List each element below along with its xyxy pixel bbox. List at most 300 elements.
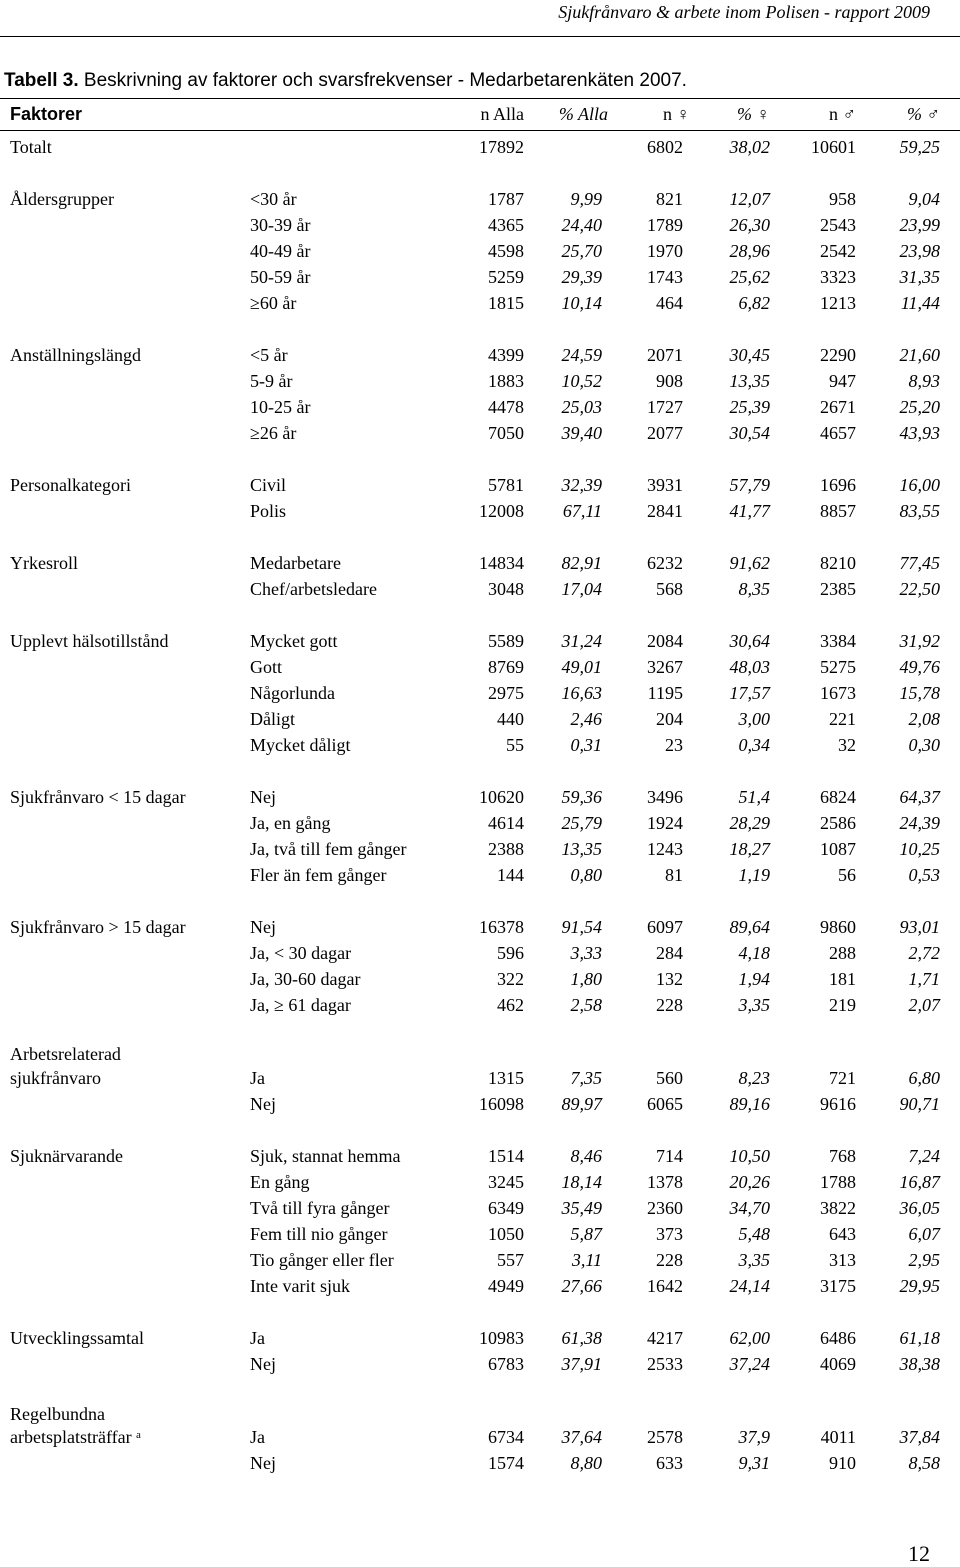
cell-n-male: 2542	[820, 241, 856, 261]
cell-pct-male: 8,58	[908, 1453, 940, 1473]
header-rule	[0, 36, 960, 37]
caption-text: Beskrivning av faktorer och svarsfrekvenser - Medarbetarenkäten 2007.	[78, 70, 687, 91]
cell-n-female: 1924	[647, 813, 683, 833]
caption-label: Tabell 3.	[4, 70, 79, 91]
cell-pct-male: 31,92	[899, 631, 940, 651]
cell-pct-alla: 10,14	[561, 293, 602, 313]
cell-pct-female: 10,50	[729, 1146, 770, 1166]
cell-pct-alla: 25,79	[561, 813, 602, 833]
table-row	[0, 550, 960, 576]
cell-n-female: 1789	[647, 215, 683, 235]
cell-n-male: 1213	[820, 293, 856, 313]
running-head: Sjukfrånvaro & arbete inom Polisen - rapport 2009	[558, 2, 930, 22]
cell-pct-male: 16,87	[899, 1172, 940, 1192]
cell-factor: Sjukfrånvaro > 15 dagar	[10, 917, 186, 937]
cell-pct-alla: 0,31	[570, 735, 602, 755]
cell-n-female: 3496	[647, 787, 683, 807]
cell-subcategory: Ja	[250, 1427, 265, 1447]
cell-subcategory: Medarbetare	[250, 553, 341, 573]
cell-n-female: 6097	[647, 917, 683, 937]
cell-pct-male: 7,24	[908, 1146, 940, 1166]
cell-subcategory: Inte varit sjuk	[250, 1276, 350, 1296]
cell-pct-alla: 8,80	[570, 1453, 602, 1473]
cell-pct-alla: 9,99	[570, 189, 602, 209]
cell-pct-female: 48,03	[729, 657, 770, 677]
cell-pct-female: 1,94	[738, 969, 770, 989]
cell-n-female: 132	[656, 969, 683, 989]
table-caption	[4, 70, 687, 92]
cell-n-alla: 1787	[488, 189, 524, 209]
cell-n-female: 1743	[647, 267, 683, 287]
cell-n-alla: 4365	[488, 215, 524, 235]
table-row	[0, 836, 960, 862]
cell-n-male: 4069	[820, 1354, 856, 1374]
cell-pct-female: 91,62	[729, 553, 770, 573]
cell-subcategory: 10-25 år	[250, 397, 311, 417]
table-row	[0, 264, 960, 290]
cell-n-female: 821	[656, 189, 683, 209]
factor-label-arbetsrelaterad: Arbetsrelaterad	[10, 1044, 121, 1064]
cell-subcategory: Nej	[250, 1453, 276, 1473]
cell-n-female: 81	[665, 865, 683, 885]
cell-pct-alla: 0,80	[570, 865, 602, 885]
cell-n-male: 8857	[820, 501, 856, 521]
cell-subcategory: Ja	[250, 1068, 265, 1088]
cell-n-male: 1673	[820, 683, 856, 703]
cell-n-female: 560	[656, 1068, 683, 1088]
cell-n-alla: 440	[497, 709, 524, 729]
cell-pct-alla: 18,14	[561, 1172, 602, 1192]
table-top-rule	[0, 98, 960, 99]
cell-n-alla: 1815	[488, 293, 524, 313]
cell-pct-male: 8,93	[908, 371, 940, 391]
cell-pct-male: 0,30	[908, 735, 940, 755]
table-row	[0, 966, 960, 992]
table-row	[0, 628, 960, 654]
cell-n-male: 181	[829, 969, 856, 989]
cell-n-male: 2385	[820, 579, 856, 599]
cell-n-alla: 1883	[488, 371, 524, 391]
header-n-female: n ♀	[663, 104, 690, 124]
cell-subcategory: Chef/arbetsledare	[250, 579, 377, 599]
cell-n-alla: 4478	[488, 397, 524, 417]
table-row	[0, 680, 960, 706]
cell-n-alla: 3245	[488, 1172, 524, 1192]
cell-n-female: 2084	[647, 631, 683, 651]
table-row	[0, 368, 960, 394]
cell-pct-male: 10,25	[899, 839, 940, 859]
cell-pct-male: 43,93	[899, 423, 940, 443]
cell-factor: Yrkesroll	[10, 553, 78, 573]
cell-n-male: 3175	[820, 1276, 856, 1296]
cell-n-male: 1696	[820, 475, 856, 495]
cell-subcategory: Tio gånger eller fler	[250, 1250, 394, 1270]
cell-n-alla: 2975	[488, 683, 524, 703]
cell-n-female: 23	[665, 735, 683, 755]
cell-pct-female: 37,24	[729, 1354, 770, 1374]
cell-subcategory: ≥60 år	[250, 293, 297, 313]
table-row	[0, 1325, 960, 1351]
cell-pct-male: 0,53	[908, 865, 940, 885]
cell-subcategory: Polis	[250, 501, 287, 521]
cell-subcategory: Gott	[250, 657, 283, 677]
table-row	[0, 1273, 960, 1299]
cell-pct-female: 0,34	[738, 735, 770, 755]
cell-pct-female: 41,77	[729, 501, 770, 521]
cell-n-female: 908	[656, 371, 683, 391]
cell-n-alla: 10620	[479, 787, 524, 807]
cell-n-male: 9860	[820, 917, 856, 937]
cell-subcategory: En gång	[250, 1172, 310, 1192]
cell-n-male: 2671	[820, 397, 856, 417]
cell-pct-alla: 7,35	[570, 1068, 602, 1088]
cell-pct-female: 25,62	[729, 267, 770, 287]
cell-pct-alla: 5,87	[570, 1224, 602, 1244]
cell-n-female: 6065	[647, 1094, 683, 1114]
cell-n-male: 313	[829, 1250, 856, 1270]
table-row	[0, 706, 960, 732]
cell-factor: Sjukfrånvaro < 15 dagar	[10, 787, 186, 807]
cell-n-male: 947	[829, 371, 856, 391]
cell-n-alla: 7050	[488, 423, 524, 443]
cell-n-alla: 596	[497, 943, 524, 963]
cell-pct-male: 25,20	[899, 397, 940, 417]
cell-n-male: 2586	[820, 813, 856, 833]
cell-pct-male: 38,38	[899, 1354, 940, 1374]
cell-pct-female: 57,79	[729, 475, 770, 495]
header-pct-alla: % Alla	[558, 104, 608, 124]
cell-factor: Utvecklingssamtal	[10, 1328, 144, 1348]
cell-n-alla: 4399	[488, 345, 524, 365]
cell-n-female: 2077	[647, 423, 683, 443]
cell-n-female: 6232	[647, 553, 683, 573]
cell-n-male: 2543	[820, 215, 856, 235]
cell-n-male: 9616	[820, 1094, 856, 1114]
cell-n-male: 643	[829, 1224, 856, 1244]
cell-n-alla: 1514	[488, 1146, 524, 1166]
table-row	[0, 212, 960, 238]
cell-n-alla: 2388	[488, 839, 524, 859]
cell-n-female: 2533	[647, 1354, 683, 1374]
cell-pct-female: 89,64	[729, 917, 770, 937]
cell-n-female: 2841	[647, 501, 683, 521]
cell-subcategory: <30 år	[250, 189, 297, 209]
table-row	[0, 862, 960, 888]
cell-n-female: 1642	[647, 1276, 683, 1296]
table-row	[0, 914, 960, 940]
cell-factor: sjukfrånvaro	[10, 1068, 101, 1088]
table-row	[0, 1221, 960, 1247]
cell-pct-male: 2,72	[908, 943, 940, 963]
cell-n-female: 1727	[647, 397, 683, 417]
cell-pct-female: 30,64	[729, 631, 770, 651]
cell-n-alla: 5259	[488, 267, 524, 287]
cell-pct-female: 9,31	[738, 1453, 770, 1473]
cell-subcategory: Sjuk, stannat hemma	[250, 1146, 401, 1166]
cell-pct-alla: 67,11	[562, 501, 602, 521]
cell-n-male: 768	[829, 1146, 856, 1166]
header-n-male: n ♂	[829, 104, 856, 124]
cell-pct-male: 61,18	[899, 1328, 940, 1348]
cell-pct-female: 26,30	[729, 215, 770, 235]
cell-n-female: 3931	[647, 475, 683, 495]
cell-pct-female: 13,35	[729, 371, 770, 391]
cell-pct-male: 6,07	[908, 1224, 940, 1244]
cell-pct-male: 90,71	[899, 1094, 940, 1114]
cell-pct-alla: 10,52	[561, 371, 602, 391]
cell-pct-male: 77,45	[899, 553, 940, 573]
cell-pct-alla: 1,80	[570, 969, 602, 989]
table-row	[0, 1065, 960, 1091]
cell-factor: Sjuknärvarande	[10, 1146, 123, 1166]
cell-pct-alla: 37,64	[561, 1427, 602, 1447]
cell-n-alla: 1315	[488, 1068, 524, 1088]
cell-n-alla: 557	[497, 1250, 524, 1270]
cell-pct-male: 15,78	[899, 683, 940, 703]
cell-subcategory: Fler än fem gånger	[250, 865, 387, 885]
cell-pct-alla: 25,03	[561, 397, 602, 417]
table-row	[0, 238, 960, 264]
header-n-alla: n Alla	[480, 104, 524, 124]
table-row	[0, 1351, 960, 1377]
cell-pct-male: 23,99	[899, 215, 940, 235]
cell-n-alla: 14834	[479, 553, 524, 573]
cell-subcategory: Nej	[250, 917, 276, 937]
cell-factor: Upplevt hälsotillstånd	[10, 631, 169, 651]
cell-subcategory: Nej	[250, 1354, 276, 1374]
cell-n-male: 3384	[820, 631, 856, 651]
cell-subcategory: Civil	[250, 475, 287, 495]
cell-pct-male: 22,50	[899, 579, 940, 599]
cell-pct-female: 28,29	[729, 813, 770, 833]
cell-n-male: 6486	[820, 1328, 856, 1348]
cell-pct-female: 51,4	[738, 787, 770, 807]
cell-n-alla: 5781	[488, 475, 524, 495]
table-row	[0, 1091, 960, 1117]
cell-factor: Anställningslängd	[10, 345, 141, 365]
cell-n-alla: 462	[497, 995, 524, 1015]
cell-n-female: 2071	[647, 345, 683, 365]
cell-pct-female: 20,26	[729, 1172, 770, 1192]
cell-n-female: 1970	[647, 241, 683, 261]
cell-n-male: 219	[829, 995, 856, 1015]
cell-pct-male: 59,25	[899, 137, 940, 157]
cell-factor: Personalkategori	[10, 475, 131, 495]
cell-subcategory: Någorlunda	[250, 683, 335, 703]
cell-pct-alla: 35,49	[561, 1198, 602, 1218]
cell-subcategory: 30-39 år	[250, 215, 311, 235]
table-row	[0, 1169, 960, 1195]
cell-subcategory: Ja, en gång	[250, 813, 331, 833]
cell-n-female: 373	[656, 1224, 683, 1244]
cell-n-female: 4217	[647, 1328, 683, 1348]
cell-pct-male: 6,80	[908, 1068, 940, 1088]
table-row	[0, 732, 960, 758]
cell-n-male: 5275	[820, 657, 856, 677]
cell-pct-female: 17,57	[729, 683, 770, 703]
cell-n-alla: 322	[497, 969, 524, 989]
cell-pct-alla: 37,91	[561, 1354, 602, 1374]
cell-n-female: 3267	[647, 657, 683, 677]
cell-n-alla: 55	[506, 735, 524, 755]
cell-subcategory: Ja	[250, 1328, 265, 1348]
cell-pct-alla: 8,46	[570, 1146, 602, 1166]
table-row	[0, 810, 960, 836]
cell-pct-male: 93,01	[899, 917, 940, 937]
table-row	[0, 186, 960, 212]
cell-pct-alla: 91,54	[561, 917, 602, 937]
table-row	[0, 290, 960, 316]
cell-n-female: 1243	[647, 839, 683, 859]
cell-pct-alla: 2,46	[570, 709, 602, 729]
cell-pct-alla: 16,63	[561, 683, 602, 703]
cell-n-male: 4011	[820, 1427, 856, 1447]
table-row	[0, 134, 960, 160]
factor-label-regelbundna: Regelbundna	[10, 1404, 105, 1424]
cell-subcategory: Mycket dåligt	[250, 735, 351, 755]
cell-n-alla: 4949	[488, 1276, 524, 1296]
cell-pct-alla: 13,35	[561, 839, 602, 859]
cell-factor: Totalt	[10, 137, 52, 157]
cell-n-male: 56	[838, 865, 856, 885]
cell-pct-alla: 59,36	[561, 787, 602, 807]
cell-n-male: 3323	[820, 267, 856, 287]
cell-subcategory: 5-9 år	[250, 371, 293, 391]
cell-pct-alla: 29,39	[561, 267, 602, 287]
cell-n-alla: 12008	[479, 501, 524, 521]
cell-pct-male: 49,76	[899, 657, 940, 677]
cell-pct-alla: 24,40	[561, 215, 602, 235]
cell-pct-female: 30,54	[729, 423, 770, 443]
table-row	[0, 342, 960, 368]
cell-subcategory: Ja, två till fem gånger	[250, 839, 407, 859]
cell-pct-female: 3,35	[738, 995, 770, 1015]
cell-pct-alla: 82,91	[561, 553, 602, 573]
table-row	[0, 992, 960, 1018]
cell-pct-alla: 2,58	[570, 995, 602, 1015]
table-row	[0, 420, 960, 446]
table-row	[0, 940, 960, 966]
cell-pct-male: 64,37	[899, 787, 940, 807]
cell-n-male: 8210	[820, 553, 856, 573]
cell-pct-male: 16,00	[899, 475, 940, 495]
table-row	[0, 1450, 960, 1476]
table-row	[0, 1143, 960, 1169]
cell-subcategory: Nej	[250, 1094, 276, 1114]
cell-pct-female: 34,70	[729, 1198, 770, 1218]
cell-factor: Åldersgrupper	[10, 189, 114, 209]
cell-pct-alla: 49,01	[561, 657, 602, 677]
cell-pct-female: 3,35	[738, 1250, 770, 1270]
cell-n-alla: 10983	[479, 1328, 524, 1348]
cell-n-female: 204	[656, 709, 683, 729]
cell-subcategory: Fem till nio gånger	[250, 1224, 388, 1244]
cell-pct-male: 1,71	[908, 969, 940, 989]
cell-n-female: 1195	[647, 683, 683, 703]
table-row	[0, 1424, 960, 1450]
cell-subcategory: Ja, ≥ 61 dagar	[250, 995, 351, 1015]
table-row	[0, 784, 960, 810]
cell-subcategory: Mycket gott	[250, 631, 338, 651]
table-row	[0, 394, 960, 420]
cell-n-male: 958	[829, 189, 856, 209]
cell-n-male: 1087	[820, 839, 856, 859]
cell-pct-male: 21,60	[899, 345, 940, 365]
cell-pct-alla: 3,33	[570, 943, 602, 963]
cell-pct-alla: 17,04	[561, 579, 602, 599]
cell-n-alla: 8769	[488, 657, 524, 677]
cell-subcategory: Dåligt	[250, 709, 295, 729]
header-faktorer: Faktorer	[10, 104, 83, 124]
cell-n-female: 284	[656, 943, 683, 963]
cell-n-female: 1378	[647, 1172, 683, 1192]
cell-n-female: 714	[656, 1146, 683, 1166]
cell-n-male: 221	[829, 709, 856, 729]
cell-pct-female: 1,19	[738, 865, 770, 885]
cell-pct-male: 11,44	[900, 293, 940, 313]
cell-pct-alla: 32,39	[561, 475, 602, 495]
cell-pct-alla: 89,97	[561, 1094, 602, 1114]
cell-n-female: 228	[656, 1250, 683, 1270]
cell-pct-alla: 3,11	[571, 1250, 602, 1270]
cell-subcategory: ≥26 år	[250, 423, 297, 443]
cell-subcategory: 50-59 år	[250, 267, 311, 287]
cell-pct-female: 62,00	[729, 1328, 770, 1348]
cell-pct-alla: 39,40	[561, 423, 602, 443]
cell-n-female: 568	[656, 579, 683, 599]
cell-pct-male: 83,55	[899, 501, 940, 521]
cell-factor: arbetsplatsträffar ᵃ	[10, 1427, 142, 1447]
cell-n-female: 633	[656, 1453, 683, 1473]
table-row	[0, 498, 960, 524]
cell-n-alla: 6349	[488, 1198, 524, 1218]
cell-pct-female: 25,39	[729, 397, 770, 417]
cell-n-male: 6824	[820, 787, 856, 807]
cell-n-male: 32	[838, 735, 856, 755]
cell-n-alla: 4598	[488, 241, 524, 261]
header-pct-male: % ♂	[907, 104, 940, 124]
header-pct-female: % ♀	[737, 104, 770, 124]
cell-n-alla: 6783	[488, 1354, 524, 1374]
cell-n-male: 910	[829, 1453, 856, 1473]
cell-pct-male: 36,05	[899, 1198, 940, 1218]
table-row	[0, 576, 960, 602]
cell-pct-alla: 24,59	[561, 345, 602, 365]
cell-n-alla: 4614	[488, 813, 524, 833]
cell-pct-male: 2,95	[908, 1250, 940, 1270]
cell-pct-female: 24,14	[729, 1276, 770, 1296]
cell-pct-alla: 31,24	[561, 631, 602, 651]
cell-pct-female: 89,16	[729, 1094, 770, 1114]
cell-pct-male: 31,35	[899, 267, 940, 287]
cell-n-alla: 6734	[488, 1427, 524, 1447]
cell-subcategory: <5 år	[250, 345, 288, 365]
cell-subcategory: 40-49 år	[250, 241, 311, 261]
cell-pct-female: 5,48	[738, 1224, 770, 1244]
cell-pct-alla: 27,66	[561, 1276, 602, 1296]
cell-pct-male: 9,04	[908, 189, 940, 209]
cell-pct-male: 23,98	[899, 241, 940, 261]
page-number: 12	[908, 1541, 930, 1566]
cell-pct-male: 2,07	[908, 995, 940, 1015]
table-row	[0, 1247, 960, 1273]
cell-pct-female: 3,00	[738, 709, 770, 729]
cell-pct-female: 12,07	[729, 189, 770, 209]
cell-subcategory: Ja, 30-60 dagar	[250, 969, 361, 989]
cell-pct-female: 30,45	[729, 345, 770, 365]
cell-pct-female: 8,35	[738, 579, 770, 599]
cell-subcategory: Två till fyra gånger	[250, 1198, 390, 1218]
